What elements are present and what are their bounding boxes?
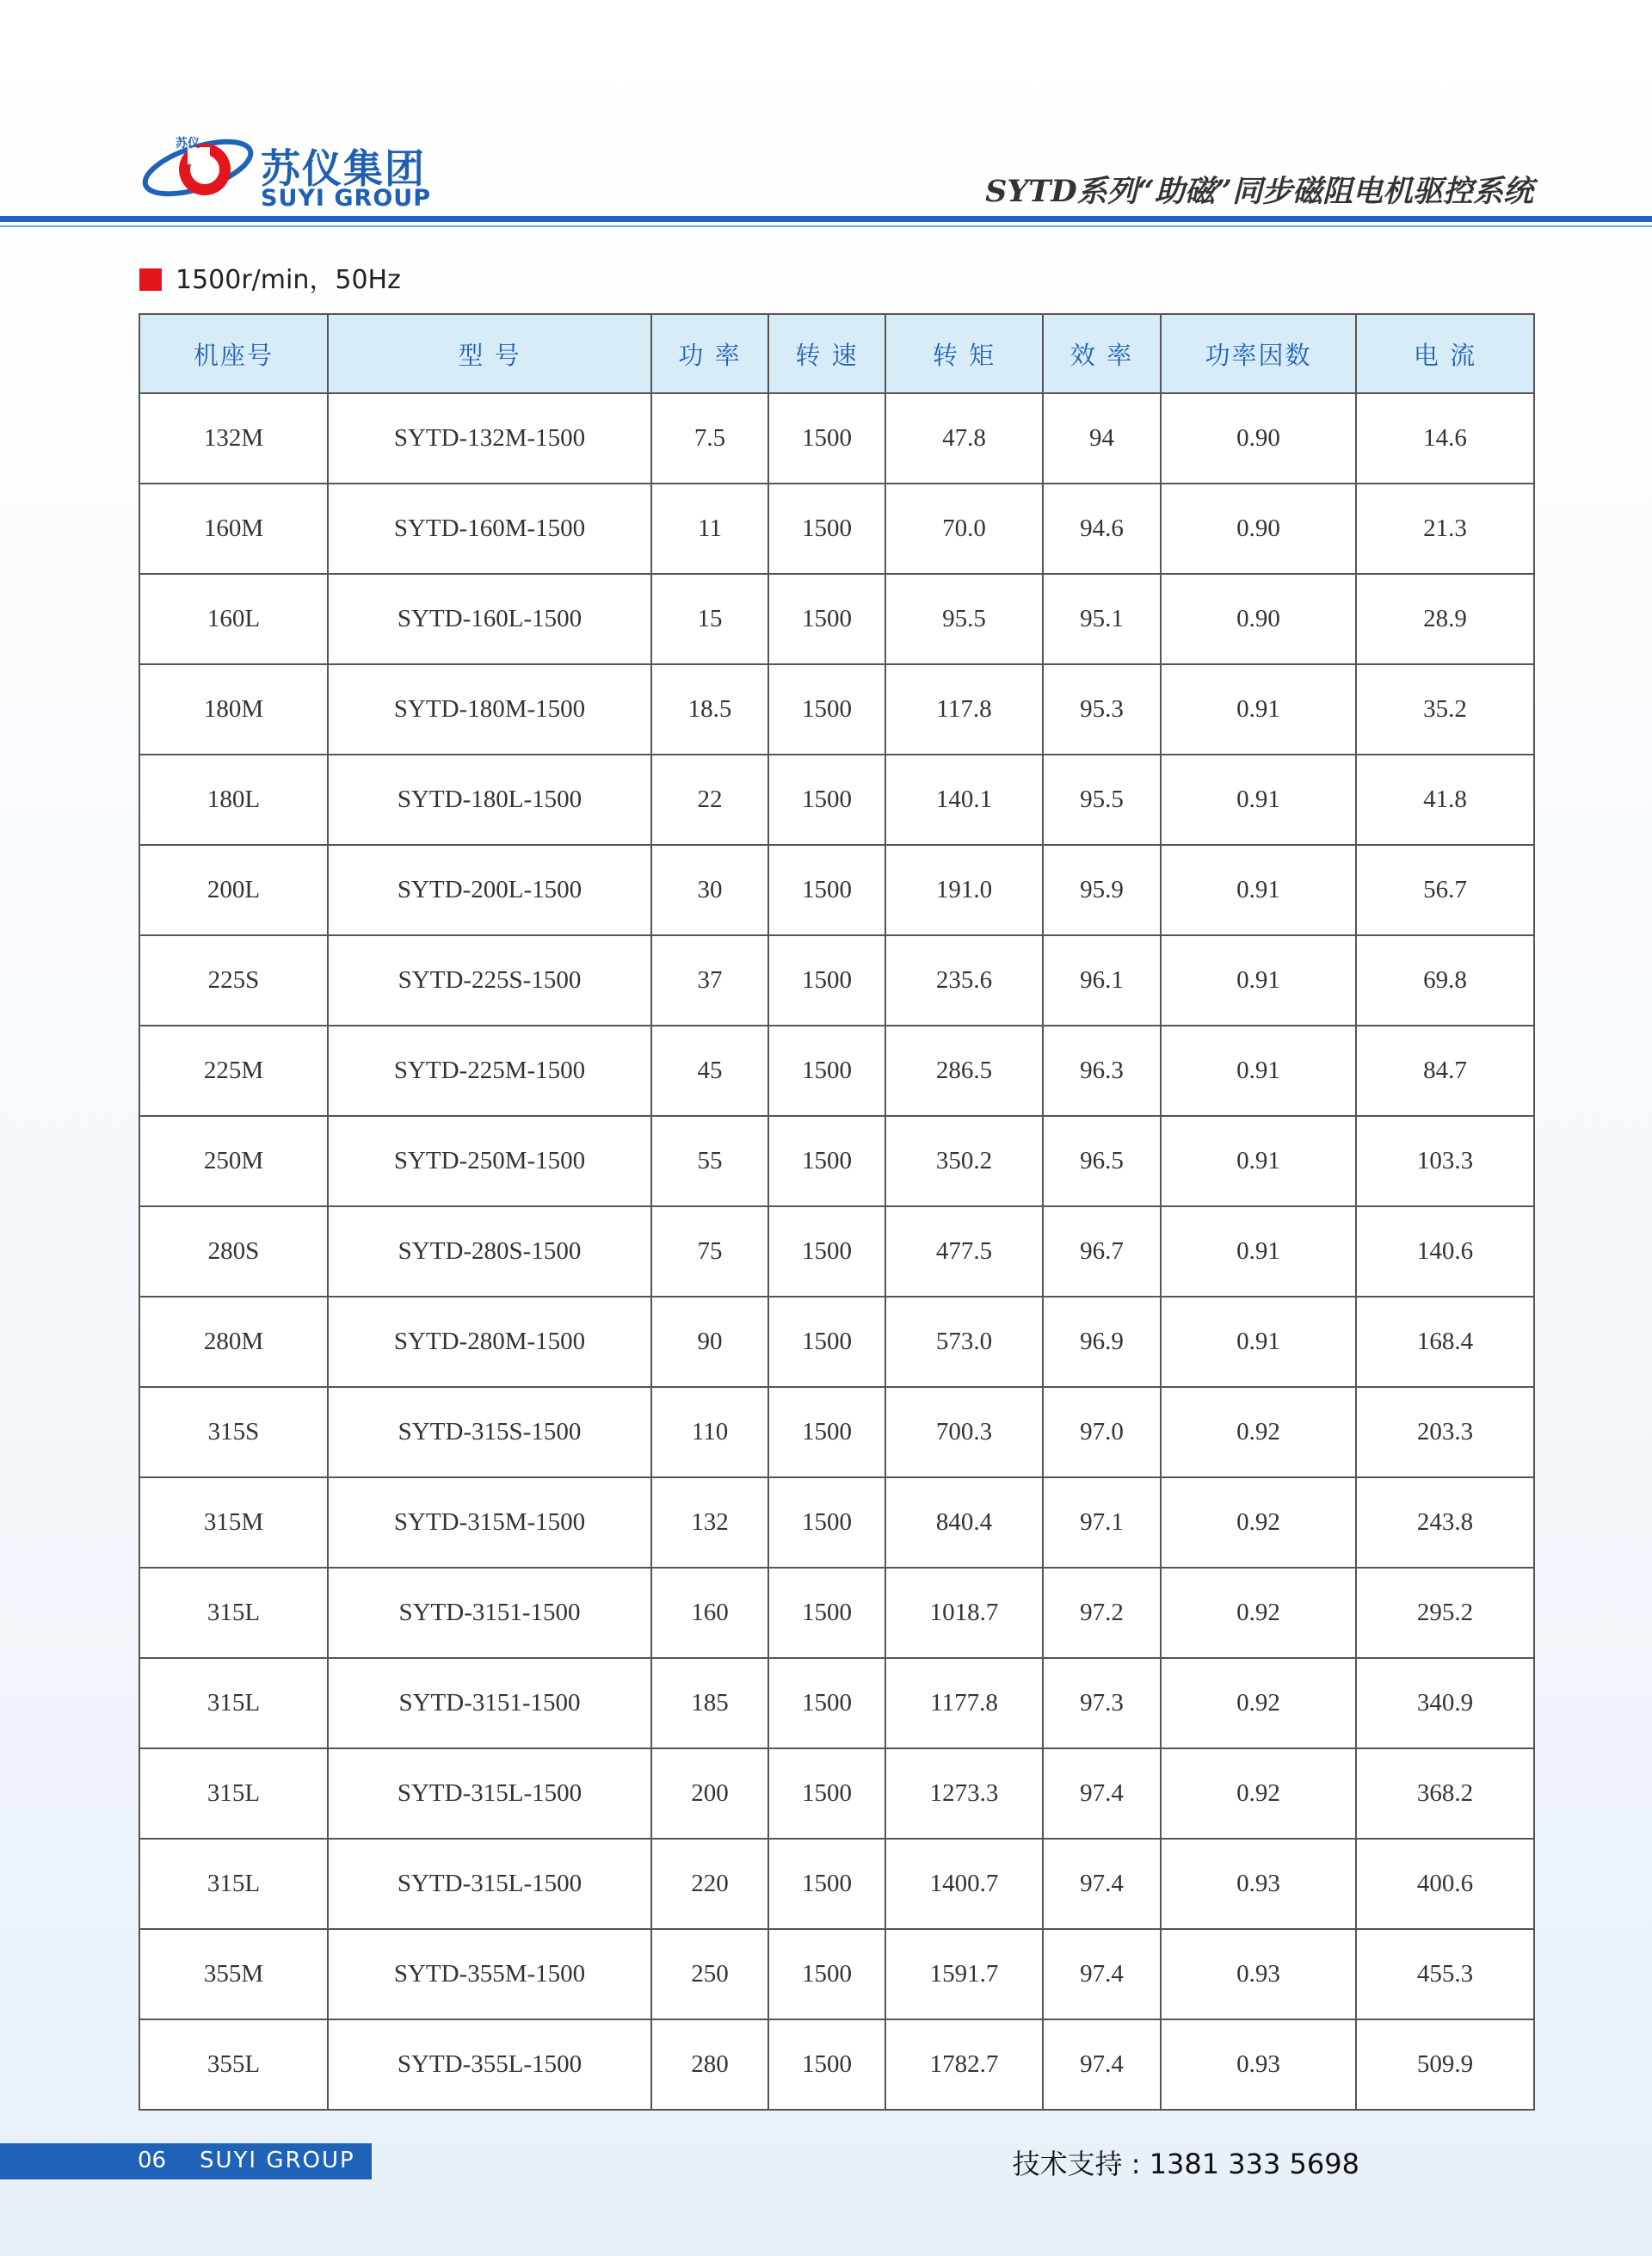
table-row xyxy=(139,1206,1534,1297)
table-cell: 455.3 xyxy=(1356,1929,1534,2019)
table-cell: 84.7 xyxy=(1356,1026,1534,1116)
table-row xyxy=(139,1116,1534,1206)
table-cell: 90 xyxy=(651,1297,768,1387)
table-cell: 103.3 xyxy=(1356,1116,1534,1206)
column-header: 电 流 xyxy=(1356,314,1534,393)
table-cell: 1500 xyxy=(768,1568,885,1658)
table-cell: 1500 xyxy=(768,393,885,484)
table-cell: SYTD-315M-1500 xyxy=(328,1477,651,1568)
table-cell: 97.4 xyxy=(1043,2019,1161,2110)
table-cell: 132 xyxy=(651,1477,768,1568)
table-row xyxy=(139,484,1534,574)
table-cell: 350.2 xyxy=(885,1116,1043,1206)
table-cell: 1500 xyxy=(768,845,885,935)
table-cell: 97.1 xyxy=(1043,1477,1161,1568)
table-cell: SYTD-225S-1500 xyxy=(328,935,651,1026)
table-cell: SYTD-200L-1500 xyxy=(328,845,651,935)
table-cell: 1500 xyxy=(768,1026,885,1116)
table-cell: 1500 xyxy=(768,2019,885,2110)
table-row xyxy=(139,664,1534,755)
table-cell: 96.3 xyxy=(1043,1026,1161,1116)
table-header-row xyxy=(139,314,1534,393)
table-cell: 315L xyxy=(139,1839,328,1929)
table-cell: 97.0 xyxy=(1043,1387,1161,1477)
table-cell: 0.91 xyxy=(1161,845,1356,935)
table-row xyxy=(139,755,1534,845)
table-cell: SYTD-315S-1500 xyxy=(328,1387,651,1477)
logo-mark-text: 苏仪 xyxy=(176,137,200,151)
header-divider-thin xyxy=(0,225,1652,227)
logo-english-name: SUYI GROUP xyxy=(261,185,431,212)
table-cell: 1500 xyxy=(768,1297,885,1387)
table-cell: 140.6 xyxy=(1356,1206,1534,1297)
header-divider xyxy=(0,216,1652,222)
table-cell: 97.4 xyxy=(1043,1929,1161,2019)
red-square-icon xyxy=(139,268,162,291)
table-cell: 41.8 xyxy=(1356,755,1534,845)
table-cell: 0.93 xyxy=(1161,1839,1356,1929)
table-cell: 96.5 xyxy=(1043,1116,1161,1206)
table-cell: 280 xyxy=(651,2019,768,2110)
table-cell: 160M xyxy=(139,484,328,574)
table-cell: 1500 xyxy=(768,1116,885,1206)
table-cell: 225M xyxy=(139,1026,328,1116)
table-cell: 220 xyxy=(651,1839,768,1929)
table-cell: 55 xyxy=(651,1116,768,1206)
table-cell: 97.4 xyxy=(1043,1839,1161,1929)
table-cell: 1591.7 xyxy=(885,1929,1043,2019)
table-cell: 280S xyxy=(139,1206,328,1297)
table-cell: 225S xyxy=(139,935,328,1026)
table-cell: 1273.3 xyxy=(885,1748,1043,1839)
table-cell: 286.5 xyxy=(885,1026,1043,1116)
table-cell: 315L xyxy=(139,1568,328,1658)
tech-support-hotline: 技术支持 : 1381 333 5698 xyxy=(1012,2148,1359,2180)
page-header xyxy=(0,0,1652,232)
table-cell: 185 xyxy=(651,1658,768,1748)
table-cell: SYTD-315L-1500 xyxy=(328,1748,651,1839)
table-cell: 21.3 xyxy=(1356,484,1534,574)
table-cell: 0.91 xyxy=(1161,935,1356,1026)
table-cell: 1500 xyxy=(768,484,885,574)
table-cell: SYTD-250M-1500 xyxy=(328,1116,651,1206)
table-cell: 243.8 xyxy=(1356,1477,1534,1568)
table-cell: SYTD-160M-1500 xyxy=(328,484,651,574)
table-row xyxy=(139,1839,1534,1929)
table-row xyxy=(139,574,1534,664)
table-cell: 0.91 xyxy=(1161,755,1356,845)
table-cell: SYTD-180M-1500 xyxy=(328,664,651,755)
table-cell: 400.6 xyxy=(1356,1839,1534,1929)
table-cell: 509.9 xyxy=(1356,2019,1534,2110)
table-cell: 0.93 xyxy=(1161,2019,1356,2110)
table-cell: 94 xyxy=(1043,393,1161,484)
table-cell: 1500 xyxy=(768,1839,885,1929)
table-row xyxy=(139,1026,1534,1116)
table-cell: SYTD-355M-1500 xyxy=(328,1929,651,2019)
table-cell: 1177.8 xyxy=(885,1658,1043,1748)
table-cell: 69.8 xyxy=(1356,935,1534,1026)
table-cell: 0.90 xyxy=(1161,574,1356,664)
table-cell: 70.0 xyxy=(885,484,1043,574)
table-cell: 95.5 xyxy=(885,574,1043,664)
table-cell: 250M xyxy=(139,1116,328,1206)
table-cell: SYTD-160L-1500 xyxy=(328,574,651,664)
table-cell: 97.3 xyxy=(1043,1658,1161,1748)
table-cell: 47.8 xyxy=(885,393,1043,484)
table-row xyxy=(139,1297,1534,1387)
table-cell: 0.91 xyxy=(1161,664,1356,755)
table-cell: 180M xyxy=(139,664,328,755)
table-cell: 95.3 xyxy=(1043,664,1161,755)
table-cell: 0.92 xyxy=(1161,1568,1356,1658)
column-header: 转 矩 xyxy=(885,314,1043,393)
table-cell: SYTD-132M-1500 xyxy=(328,393,651,484)
table-cell: 160L xyxy=(139,574,328,664)
table-cell: 1500 xyxy=(768,1748,885,1839)
table-row xyxy=(139,2019,1534,2110)
table-cell: 1500 xyxy=(768,1658,885,1748)
column-header: 机座号 xyxy=(139,314,328,393)
table-cell: 7.5 xyxy=(651,393,768,484)
table-cell: 30 xyxy=(651,845,768,935)
table-cell: 315S xyxy=(139,1387,328,1477)
table-cell: 22 xyxy=(651,755,768,845)
table-cell: SYTD-180L-1500 xyxy=(328,755,651,845)
table-row xyxy=(139,1568,1534,1658)
table-cell: 1500 xyxy=(768,1387,885,1477)
table-cell: SYTD-3151-1500 xyxy=(328,1658,651,1748)
table-cell: SYTD-315L-1500 xyxy=(328,1839,651,1929)
table-cell: 95.1 xyxy=(1043,574,1161,664)
table-cell: SYTD-225M-1500 xyxy=(328,1026,651,1116)
suyi-logo-icon xyxy=(138,125,267,211)
table-cell: 0.92 xyxy=(1161,1748,1356,1839)
table-cell: 235.6 xyxy=(885,935,1043,1026)
table-cell: 110 xyxy=(651,1387,768,1477)
table-row xyxy=(139,845,1534,935)
section-heading-text: 1500r/min，50Hz xyxy=(176,265,401,295)
table-cell: 97.2 xyxy=(1043,1568,1161,1658)
page-number: 06 xyxy=(138,2148,167,2173)
table-cell: 355M xyxy=(139,1929,328,2019)
table-cell: 96.7 xyxy=(1043,1206,1161,1297)
spec-table xyxy=(139,313,1535,2111)
table-cell: 840.4 xyxy=(885,1477,1043,1568)
table-cell: 14.6 xyxy=(1356,393,1534,484)
table-cell: 0.91 xyxy=(1161,1026,1356,1116)
table-cell: 96.1 xyxy=(1043,935,1161,1026)
table-row xyxy=(139,1929,1534,2019)
table-cell: 45 xyxy=(651,1026,768,1116)
table-row xyxy=(139,393,1534,484)
document-title: SYTD系列“助磁”同步磁阻电机驱控系统 xyxy=(985,174,1533,209)
table-row xyxy=(139,1748,1534,1839)
table-cell: 191.0 xyxy=(885,845,1043,935)
table-cell: 95.5 xyxy=(1043,755,1161,845)
table-cell: 700.3 xyxy=(885,1387,1043,1477)
table-cell: 315L xyxy=(139,1748,328,1839)
table-cell: 200 xyxy=(651,1748,768,1839)
table-cell: 295.2 xyxy=(1356,1568,1534,1658)
column-header: 转 速 xyxy=(768,314,885,393)
table-cell: 0.93 xyxy=(1161,1929,1356,2019)
table-cell: 200L xyxy=(139,845,328,935)
table-cell: 140.1 xyxy=(885,755,1043,845)
table-row xyxy=(139,1387,1534,1477)
section-heading xyxy=(139,258,401,296)
table-cell: 35.2 xyxy=(1356,664,1534,755)
table-row xyxy=(139,1658,1534,1748)
table-cell: 0.91 xyxy=(1161,1297,1356,1387)
table-cell: 94.6 xyxy=(1043,484,1161,574)
table-cell: 168.4 xyxy=(1356,1297,1534,1387)
table-cell: 1500 xyxy=(768,1206,885,1297)
table-cell: 1500 xyxy=(768,1477,885,1568)
table-cell: 0.90 xyxy=(1161,393,1356,484)
table-cell: 0.91 xyxy=(1161,1206,1356,1297)
logo-chinese-name: 苏仪集团 xyxy=(261,145,426,192)
table-cell: 368.2 xyxy=(1356,1748,1534,1839)
table-cell: 37 xyxy=(651,935,768,1026)
table-cell: 1400.7 xyxy=(885,1839,1043,1929)
table-cell: 97.4 xyxy=(1043,1748,1161,1839)
column-header: 型 号 xyxy=(328,314,651,393)
table-cell: SYTD-355L-1500 xyxy=(328,2019,651,2110)
table-cell: 96.9 xyxy=(1043,1297,1161,1387)
table-cell: 0.92 xyxy=(1161,1658,1356,1748)
table-cell: 250 xyxy=(651,1929,768,2019)
table-cell: 75 xyxy=(651,1206,768,1297)
table-cell: 315M xyxy=(139,1477,328,1568)
table-cell: 315L xyxy=(139,1658,328,1748)
column-header: 功 率 xyxy=(651,314,768,393)
table-cell: 28.9 xyxy=(1356,574,1534,664)
table-cell: 0.92 xyxy=(1161,1477,1356,1568)
column-header: 效 率 xyxy=(1043,314,1161,393)
table-cell: 280M xyxy=(139,1297,328,1387)
table-cell: 477.5 xyxy=(885,1206,1043,1297)
table-cell: 340.9 xyxy=(1356,1658,1534,1748)
table-cell: SYTD-3151-1500 xyxy=(328,1568,651,1658)
table-cell: 1500 xyxy=(768,755,885,845)
table-cell: 0.91 xyxy=(1161,1116,1356,1206)
table-cell: 11 xyxy=(651,484,768,574)
table-row xyxy=(139,1477,1534,1568)
table-cell: 1500 xyxy=(768,935,885,1026)
table-cell: 203.3 xyxy=(1356,1387,1534,1477)
table-cell: 1500 xyxy=(768,574,885,664)
table-cell: 355L xyxy=(139,2019,328,2110)
table-cell: 1782.7 xyxy=(885,2019,1043,2110)
table-cell: 1500 xyxy=(768,1929,885,2019)
table-cell: 0.92 xyxy=(1161,1387,1356,1477)
table-cell: 132M xyxy=(139,393,328,484)
table-row xyxy=(139,935,1534,1026)
table-cell: 1500 xyxy=(768,664,885,755)
table-cell: 180L xyxy=(139,755,328,845)
table-cell: SYTD-280M-1500 xyxy=(328,1297,651,1387)
table-cell: 95.9 xyxy=(1043,845,1161,935)
table-cell: 117.8 xyxy=(885,664,1043,755)
table-cell: SYTD-280S-1500 xyxy=(328,1206,651,1297)
table-cell: 573.0 xyxy=(885,1297,1043,1387)
column-header: 功率因数 xyxy=(1161,314,1356,393)
table-cell: 56.7 xyxy=(1356,845,1534,935)
table-cell: 160 xyxy=(651,1568,768,1658)
table-cell: 0.90 xyxy=(1161,484,1356,574)
table-cell: 18.5 xyxy=(651,664,768,755)
table-cell: 15 xyxy=(651,574,768,664)
footer-brand: SUYI GROUP xyxy=(200,2148,355,2173)
table-cell: 1018.7 xyxy=(885,1568,1043,1658)
